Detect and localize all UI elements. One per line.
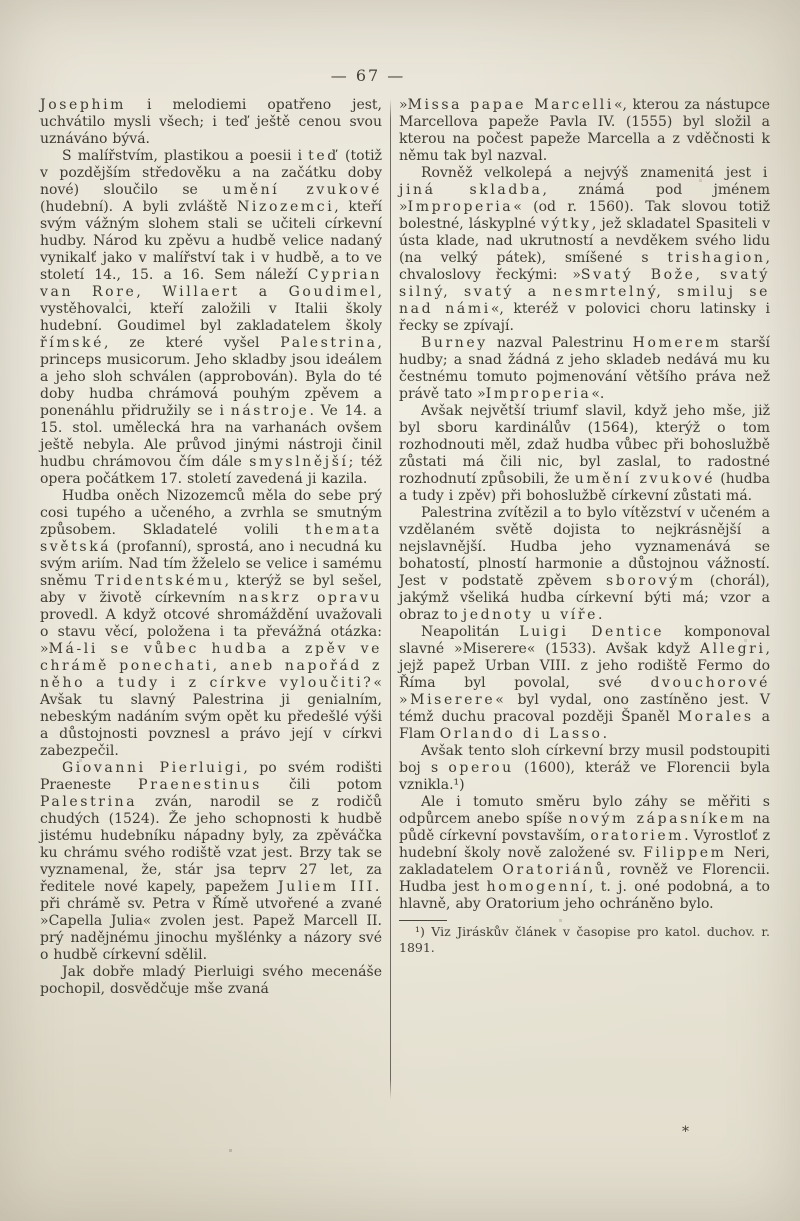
- text-run: Jak dobře mladý Pierluigi svého mecenáše pochopil, dosvědčuje mše zvaná: [40, 964, 382, 997]
- text-run: (hudba a tudy i zpěv) při bohoslužbě církevní zůstati má.: [399, 471, 771, 504]
- letterspaced-emphasis: výtky: [540, 216, 592, 232]
- text-run: starší hudby; a snad žádná z jeho skladeb nedává mu ku čestnému tomuto pojmenování většího práva než právě tato »: [399, 335, 770, 402]
- text-run: Ale i tomuto směru bylo záhy se měřiti s odpůrcem anebo spíše: [399, 794, 770, 827]
- footnote-separator-rule: [399, 920, 447, 921]
- letterspaced-emphasis: Filippem: [643, 845, 727, 861]
- text-run: (hudební). A byli zvláště: [40, 199, 238, 215]
- paragraph: [399, 165, 770, 335]
- letterspaced-emphasis: oratoriem: [590, 828, 685, 844]
- paper-specks: [0, 0, 1, 1]
- text-run: Avšak tento sloh církevní brzy musil podstoupiti boj s: [399, 743, 770, 776]
- text-run: , princeps musicorum. Jeho skladby jsou ideálem a jeho sloh schválen (approbován). Byla do té doby hudba chrámová pouhým zpěvem a ponenáhlu přidružily se i: [40, 335, 382, 419]
- text-run: při chrámě sv. Petra v Římě utvořené a zvané »Capella Julia« zvolen jest. Papež Marcell II. prý nadějnému jinochu myšlénky a názory své o hudbě církevní sdělil.: [40, 896, 382, 963]
- letterspaced-emphasis: teď: [308, 148, 339, 164]
- letterspaced-emphasis: Cyprian van Rore, Willaert a Goudimel: [40, 267, 382, 300]
- letterspaced-emphasis: novým zápasníkem: [568, 811, 747, 827]
- text-run: , známá pod jménem »: [399, 182, 770, 215]
- text-run: (1600), kteráž ve Florencii byla vznikla.¹): [399, 760, 770, 793]
- text-run: (profanní), sprostá, ano i necudná ku svým ariím. Nad tím žželelo se velice i samému sněmu: [40, 539, 382, 589]
- text-column-right: [399, 97, 770, 955]
- text-run: .: [598, 607, 603, 623]
- text-run: Neapolitán: [421, 624, 520, 640]
- paragraph: [40, 488, 382, 760]
- letterspaced-emphasis: jednoty u víře: [462, 607, 599, 623]
- letterspaced-emphasis: Juliem III.: [278, 879, 382, 895]
- right-column-paragraphs: [399, 97, 770, 913]
- letterspaced-emphasis: Tridentskému: [94, 573, 225, 589]
- text-run: , rovněž ve Florencii. Hudba jest: [399, 862, 770, 895]
- letterspaced-emphasis: Praenestinus: [138, 777, 262, 793]
- letterspaced-emphasis: Allegri: [699, 641, 766, 657]
- letterspaced-emphasis: Morales: [677, 709, 754, 725]
- text-run: , kterýž se byl sešel, aby v životě církevním: [40, 573, 383, 606]
- text-run: , jejž papež Urban VIII. z jeho rodiště Fermo do Říma byl povolal, své: [399, 641, 770, 691]
- letterspaced-emphasis: operou: [448, 760, 514, 776]
- letterspaced-emphasis: dvouchorové »Miserere«: [399, 675, 770, 708]
- letterspaced-emphasis: Orlando di Lasso: [439, 726, 603, 742]
- letterspaced-emphasis: smyslnější: [249, 454, 349, 470]
- text-run: »: [399, 97, 408, 113]
- letterspaced-emphasis: Missa papae Marcelli: [407, 97, 614, 113]
- text-run: «, kteréž v polovici choru latinsky i řecky se zpívají.: [399, 301, 770, 334]
- footnote-asterisk: *: [682, 1124, 689, 1140]
- letterspaced-emphasis: trishagion: [667, 250, 766, 266]
- page-number: — 67 —: [330, 66, 406, 85]
- letterspaced-emphasis: Palestrina: [40, 794, 138, 810]
- letterspaced-emphasis: Má-li se vůbec hudba a zpěv ve chrámě ponechati, aneb napořád z něho a tudy i z církve vyloučiti?: [40, 641, 382, 691]
- text-run: . Vyrostloť z hudební školy nově založené sv.: [399, 828, 770, 861]
- text-run: byl vydal, ono zastíněno jest. V témž duchu pracoval později Španěl: [399, 692, 770, 725]
- text-run: , jež skladatel Spasiteli v ústa klade, nad ukrutností a nevděkem svého lidu (na velký pátek), smíšené s: [399, 216, 770, 266]
- text-run: «.: [591, 386, 605, 402]
- text-run: i melodiemi opatřeno jest, uchvátilo mysli všech; i teď ještě cenou svou uznáváno bývá.: [40, 97, 382, 147]
- text-run: , kteří svým vážným slohem stali se učiteli církevní hudby. Národ ku zpěvu a hudbě velice nadaný vynikalť jako v malířství tak i v hudbě, a to ve století 14., 15. a 16. Sem náleží: [40, 199, 382, 283]
- footnote: ¹) Viz Jiráskův článek v časopise pro katol. duchov. r. 1891.: [399, 924, 770, 955]
- text-run: , po svém rodišti Praeneste: [40, 760, 382, 793]
- letterspaced-emphasis: Burney: [421, 335, 488, 351]
- text-run: a Flam: [399, 709, 770, 742]
- letterspaced-emphasis: nástroje: [230, 403, 310, 419]
- text-run: Palestrina zvítězil a to bylo vítězství v učeném a vzdělaném světě dojista to nejkrásnější a nejslavnější. Hudba jeho vyznamenává se bohatostí, plností harmonie a důstojnou vážností. Jest v podstatě zpěvem: [399, 505, 770, 589]
- letterspaced-emphasis: i jiná skladba: [399, 165, 770, 198]
- text-run: Neri, zakladatelem: [399, 845, 770, 878]
- letterspaced-emphasis: umění zvukové: [222, 182, 382, 198]
- text-run: Rovněž velkolepá a nejvýš znamenitá jest: [421, 165, 763, 181]
- text-run: (chorál), jakýmž všeliká hudba církevní býti má; vzor a obraz to: [399, 573, 770, 623]
- text-run: komponoval slavné »Miserere« (1533). Avšak když: [399, 624, 770, 657]
- text-run: Avšak největší triumf slavil, když jeho mše, již byl sboru kardinálův (1564), kterýž o tom rozhodnouti měl, zdaž hudba vůbec při bohoslužbě zůstati má čili nic, byl zaslal, to radostné rozhodnutí způsobili, že: [399, 403, 770, 487]
- paragraph: [399, 335, 770, 403]
- paragraph: [399, 794, 770, 913]
- paragraph: [40, 97, 382, 148]
- letterspaced-emphasis: Luigi Dentice: [519, 624, 665, 640]
- letterspaced-emphasis: naskrz opravu: [238, 590, 382, 606]
- text-run: , chvaloslovy řeckými: »: [399, 250, 770, 283]
- letterspaced-emphasis: Palestrina: [280, 335, 378, 351]
- letterspaced-emphasis: Nizozemci: [237, 199, 335, 215]
- text-run: zván, narodil se z rodičů chudých (1524). Že jeho schopnosti k hudbě jistému hudebníku nápadny byly, za zpěváčka ku chrámu svého rodiště vzat jest. Brzy tak se vyznamenal, že, stár jsa teprv 27 let, za ředitele nové kapely, papežem: [40, 794, 382, 895]
- letterspaced-emphasis: homogenní: [486, 879, 589, 895]
- paragraph: [399, 403, 770, 505]
- text-run: « Avšak tu slavný Palestrina ji genialním, nebeským nadáním svým opět ku předešlé výši a důstojnosti povznesl a právo její v církvi zabezpečil.: [40, 675, 382, 759]
- text-run: .: [602, 726, 608, 742]
- paragraph: [399, 624, 770, 743]
- text-run: čili potom: [261, 777, 382, 793]
- text-run: na půdě církevní povstavším,: [399, 811, 770, 844]
- text-run: « (od r. 1560). Tak slovou totiž bolestné, láskyplné: [399, 199, 770, 232]
- letterspaced-emphasis: Improperia: [407, 199, 514, 215]
- letterspaced-emphasis: Josephim: [40, 97, 127, 113]
- text-run: , vystěhovalci, kteří založili v Italii školy hudební. Goudimel byl zakladatelem školy: [40, 284, 382, 334]
- text-run: «, kterou za nástupce Marcellova papeže Pavla IV. (1555) byl složil a kterou na počest papeže Marcella a z vděčnosti k němu tak byl nazval.: [399, 97, 771, 164]
- text-column-left: [40, 97, 382, 998]
- letterspaced-emphasis: Svatý Bože, svatý silný, svatý a nesmrtelný, smiluj se nad námi: [399, 267, 770, 317]
- text-columns: [40, 97, 770, 1099]
- text-run: ; též opera počátkem 17. století zavedená ji kazila.: [40, 454, 382, 487]
- letterspaced-emphasis: římské: [40, 335, 104, 351]
- letterspaced-emphasis: Giovanni Pierluigi: [62, 760, 244, 776]
- letterspaced-emphasis: Oratoriánů: [502, 862, 607, 878]
- paragraph: [399, 97, 770, 165]
- text-run: provedl. A když otcové shromáždění uvažovali o stavu věcí, položena i ta převážná otázka: »: [40, 607, 382, 657]
- paragraph: [40, 760, 382, 964]
- paragraph: [399, 743, 770, 794]
- paragraph: [40, 964, 382, 998]
- letterspaced-emphasis: Improperia: [485, 386, 592, 402]
- text-run: . Ve 14. a 15. stol. umělecká hra na varhanách ovšem ještě nebyla. Ale průvod jinými nástroji činil hudbu chrámovou čím dále: [40, 403, 382, 470]
- column-divider-rule: [390, 99, 391, 1099]
- text-run: , ze které vyšel: [104, 335, 281, 351]
- letterspaced-emphasis: themata světská: [40, 522, 382, 555]
- letterspaced-emphasis: sborovým: [606, 573, 696, 589]
- paragraph: [40, 148, 382, 488]
- letterspaced-emphasis: Homerem: [632, 335, 722, 351]
- text-run: (totiž v pozdějším středověku a na začátku doby nové) sloučilo se: [40, 148, 382, 198]
- text-run: , t. j. oné podobná, a to hlavně, aby Oratorium jeho ochráněno bylo.: [399, 879, 770, 912]
- paragraph: [399, 505, 770, 624]
- text-run: nazval Palestrinu: [487, 335, 633, 351]
- text-run: S malířstvím, plastikou a poesii i: [62, 148, 309, 164]
- letterspaced-emphasis: umění zvukové: [574, 471, 716, 487]
- text-run: Hudba oněch Nizozemců měla do sebe prý cosi tupého a učeného, a zvrhla se smutným způsobem. Skladatelé volili: [40, 488, 382, 538]
